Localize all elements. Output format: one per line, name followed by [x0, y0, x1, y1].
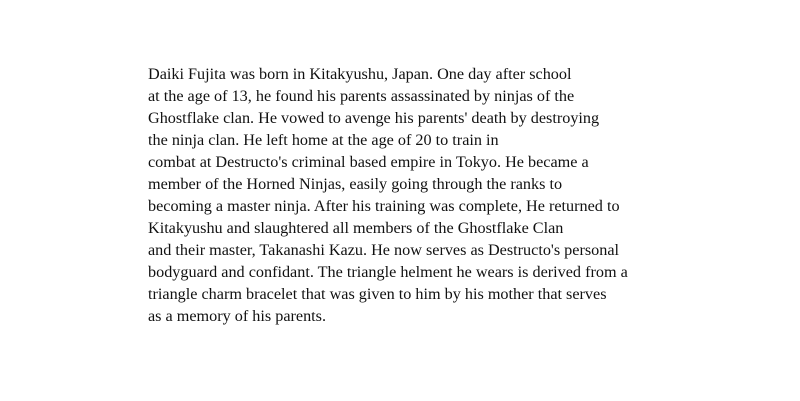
text-line: Kitakyushu and slaughtered all members of the Ghostflake Clan	[148, 219, 564, 237]
text-line: and their master, Takanashi Kazu. He now serves as Destructo's personal	[148, 241, 620, 259]
biography-paragraph	[148, 63, 788, 327]
text-line: bodyguard and confidant. The triangle helment he wears is derived from a	[148, 263, 628, 281]
text-line: member of the Horned Ninjas, easily going through the ranks to	[148, 175, 563, 193]
text-line: triangle charm bracelet that was given to him by his mother that serves	[148, 285, 607, 303]
text-line: as a memory of his parents.	[148, 307, 327, 325]
text-line: the ninja clan. He left home at the age of 20 to train in	[148, 131, 499, 149]
text-line: combat at Destructo's criminal based empire in Tokyo. He became a	[148, 153, 589, 171]
text-line: becoming a master ninja. After his training was complete, He returned to	[148, 197, 620, 215]
text-line: Ghostflake clan. He vowed to avenge his parents' death by destroying	[148, 109, 600, 127]
text-line: Daiki Fujita was born in Kitakyushu, Japan. One day after school	[148, 65, 572, 83]
text-line: at the age of 13, he found his parents assassinated by ninjas of the	[148, 87, 575, 105]
